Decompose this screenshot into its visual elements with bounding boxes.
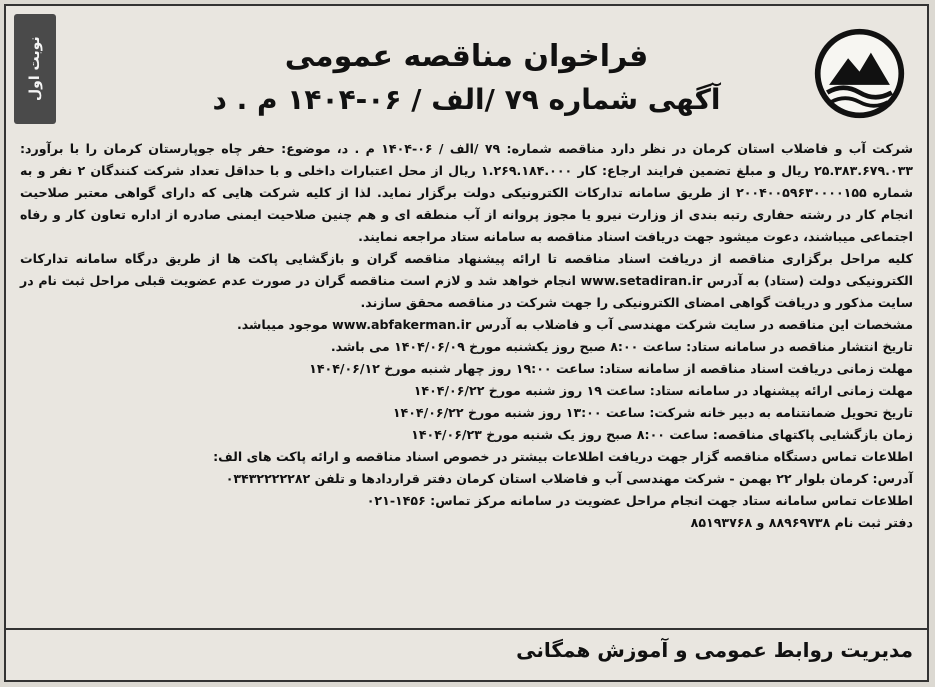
- line-bid-deadline: مهلت زمانی ارائه پیشنهاد در سامانه ستاد: ساعت ۱۹ روز شنبه مورخ ۱۴۰۴/۰۶/۲۲: [413, 383, 913, 398]
- line-opening-time: زمان بازگشایی پاکتهای مناقصه: ساعت ۸:۰۰ صبح روز یک شنبه مورخ ۱۴۰۴/۰۶/۲۳: [411, 427, 913, 442]
- line-contact-heading: اطلاعات تماس دستگاه مناقصه گزار جهت دریافت اطلاعات بیشتر در خصوص اسناد مناقصه و ارائه پاکت های الف:: [213, 449, 913, 464]
- footer-department: مدیریت روابط عمومی و آموزش همگانی: [516, 638, 913, 662]
- line-registration-office: دفتر ثبت نام ۸۸۹۶۹۷۳۸ و ۸۵۱۹۳۷۶۸: [690, 515, 913, 530]
- water-company-logo-icon: [812, 26, 907, 121]
- line-document-deadline: مهلت زمانی دریافت اسناد مناقصه از سامانه ستاد: ساعت ۱۹:۰۰ روز چهار شنبه مورخ ۱۴۰۴/۰۶/۱۲: [309, 361, 913, 376]
- notice-number: آگهی شماره ۷۹ /الف / ۰۶-۱۴۰۴ م . د: [212, 83, 721, 116]
- line-setad-contact: اطلاعات تماس سامانه ستاد جهت انجام مراحل عضویت در سامانه مرکز تماس: ۱۴۵۶-۰۲۱: [366, 493, 913, 508]
- notice-footer: [6, 628, 927, 672]
- notice-header: [6, 6, 927, 136]
- line-publish-date: تاریخ انتشار مناقصه در سامانه ستاد: ساعت ۸:۰۰ صبح روز یکشنبه مورخ ۱۴۰۴/۰۶/۰۹ می باشد.: [330, 339, 913, 354]
- first-publication-badge: نوبت اول: [14, 14, 56, 124]
- line-guarantee-delivery: تاریخ تحویل ضمانتنامه به دبیر خانه شرکت: ساعت ۱۳:۰۰ روز شنبه مورخ ۱۴۰۴/۰۶/۲۲: [392, 405, 913, 420]
- line-address: آدرس: کرمان بلوار ۲۲ بهمن - شرکت مهندسی آب و فاضلاب استان کرمان دفتر قراردادها و تلفن ۰۳۴۳۲۲۲۲۲۸۲: [225, 471, 913, 486]
- tender-notice: [4, 4, 929, 682]
- paragraph-website: مشخصات این مناقصه در سایت شرکت مهندسی آب و فاضلاب به آدرس www.abfakerman.ir موجود میباشد.: [236, 317, 913, 332]
- paragraph-intro: شرکت آب و فاضلاب استان کرمان در نظر دارد مناقصه شماره: ۷۹ /الف / ۰۶-۱۴۰۴ م . د، موضوع: حفر چاه جوپارستان کرمان را با برآورد: ۲۵.۳۸۳.۶۷۹.۰۳۳ ریال و مبلغ تضمین فرایند ارجاع: کار ۱.۲۶۹.۱۸۴.۰۰۰ ریال از محل اعتبارات داخلی و با حداقل تعداد شرکت کنندگان ۲ نفر و به شماره ۲۰۰۴۰۰۵۹۶۳۰۰۰۰۱۵۵ از طریق سامانه تدارکات الکترونیکی دولت برگزار نماید. لذا از کلیه شرکت هایی که دارای گواهی معتبر صلاحیت انجام کار در رشته حفاری رتبه بندی از وزارت نیرو یا مجوز پروانه از آب منطقه ای و هم چنین صلاحیت ایمنی صادره از اداره تعاون کار و رفاه اجتماعی میباشند، دعوت میشود جهت دریافت اسناد مناقصه به سامانه ستاد مراجعه نمایند.: [20, 141, 913, 244]
- notice-body: [20, 138, 913, 534]
- notice-title: فراخوان مناقصه عمومی: [284, 39, 649, 74]
- paragraph-process: کلیه مراحل برگزاری مناقصه از دریافت اسناد مناقصه تا ارائه پیشنهاد مناقصه گران و بازگشایی پاکت ها از طریق درگاه سامانه تدارکات الکترونیکی دولت (ستاد) به آدرس www.setadiran.ir انجام خواهد شد و لازم است مناقصه گران در صورت عدم عضویت قبلی مراحل ثبت نام در سایت مذکور و دریافت گواهی امضای الکترونیکی را جهت شرکت در مناقصه محقق سازند.: [20, 251, 914, 310]
